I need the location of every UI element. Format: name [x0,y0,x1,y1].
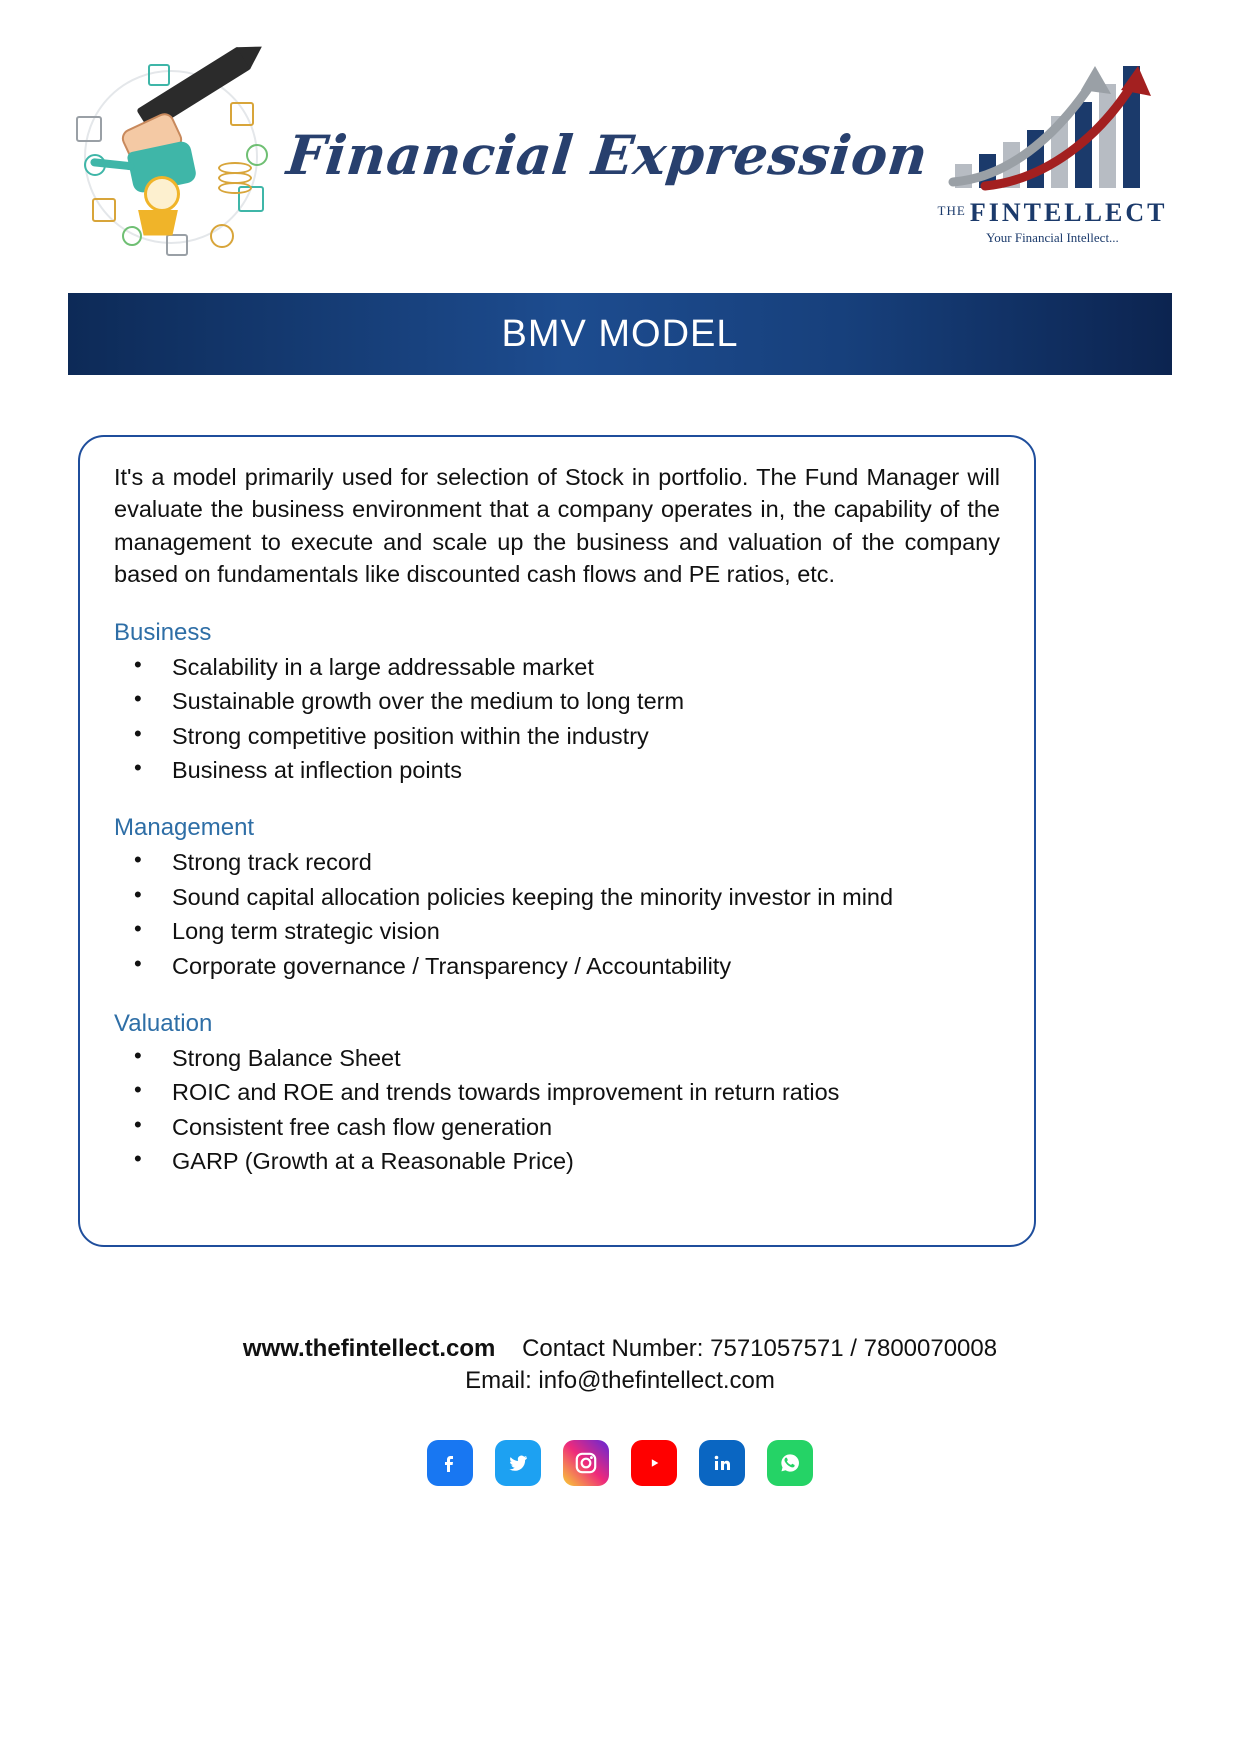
brand-name [935,198,1170,228]
section-heading-business: Business [114,618,212,646]
list-item: • ROIC and ROE and trends towards improvement in return ratios [114,1076,1000,1108]
list-item: • Business at inflection points [114,754,1000,786]
business-list [114,651,1000,787]
finance-doodles-illustration [70,58,280,253]
brand-the: THE [937,203,966,218]
footer-contact-line [0,1335,1240,1363]
fintellect-logo [935,60,1170,250]
intro-paragraph: It's a model primarily used for selection of Stock in portfolio. The Fund Manager will evaluate the business environment that a company operates in, the capability of the management to execute and scale up the business and valuation of the company based on fundamentals like discounted cash flows and PE ratios, etc. [114,464,1000,588]
list-item: • Scalability in a large addressable market [114,651,1000,683]
twitter-icon[interactable] [495,1440,541,1486]
valuation-list [114,1042,1000,1178]
management-list [114,846,1000,982]
list-item: • Sustainable growth over the medium to long term [114,685,1000,717]
list-item: • Corporate governance / Transparency / Accountability [114,950,1000,982]
page-footer [0,1335,1240,1395]
list-item: • GARP (Growth at a Reasonable Price) [114,1145,1000,1177]
section-heading-management: Management [114,814,255,842]
section-title-text: BMV MODEL [501,312,739,355]
content-card [78,435,1036,1247]
linkedin-icon[interactable] [699,1440,745,1486]
section-title-bar [68,293,1172,375]
footer-email[interactable]: Email: info@thefintellect.com [465,1367,775,1394]
contact-number: Contact Number: 7571057571 / 7800070008 [522,1335,998,1362]
list-item: • Sound capital allocation policies keeping the minority investor in mind [114,881,1000,913]
page-title: Financial Expression [283,123,932,187]
list-item: • Strong competitive position within the industry [114,720,1000,752]
list-item: • Long term strategic vision [114,915,1000,947]
instagram-icon[interactable] [563,1440,609,1486]
section-heading-valuation: Valuation [114,1010,213,1038]
brand-tagline: Your Financial Intellect... [986,230,1119,245]
list-item: • Consistent free cash flow generation [114,1111,1000,1143]
youtube-icon[interactable] [631,1440,677,1486]
whatsapp-icon[interactable] [767,1440,813,1486]
list-item: • Strong track record [114,846,1000,878]
social-links [0,1440,1240,1486]
page-header [70,55,1170,255]
facebook-icon[interactable] [427,1440,473,1486]
website-link[interactable]: www.thefintellect.com [242,1335,496,1362]
list-item: • Strong Balance Sheet [114,1042,1000,1074]
growth-arrow-icon [935,60,1170,195]
brand-word: FINTELLECT [969,198,1168,227]
